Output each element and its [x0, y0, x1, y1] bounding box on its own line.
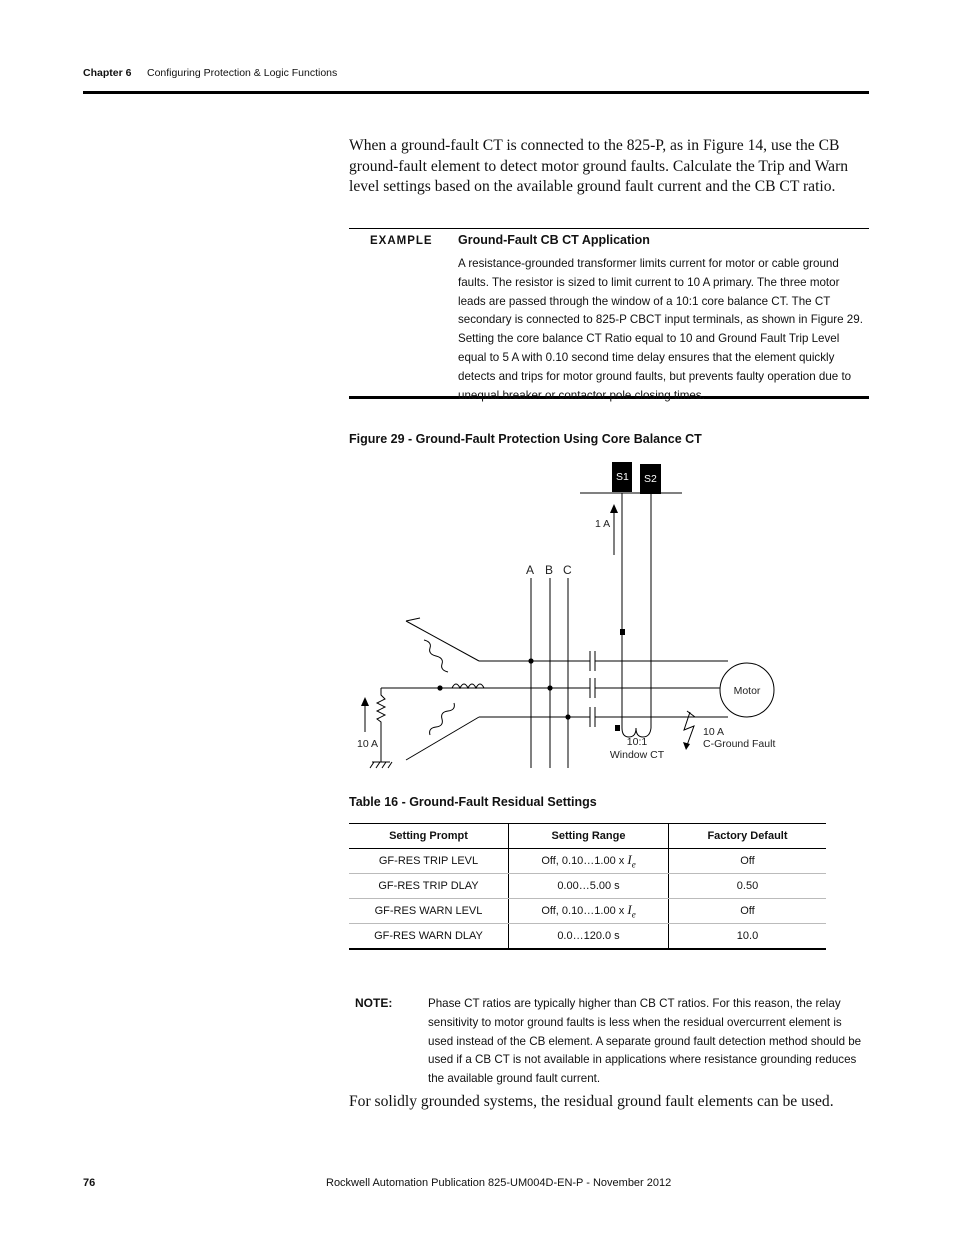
wye-arm-a	[406, 621, 479, 661]
page-header	[83, 67, 869, 94]
setting-prompt-cell: GF-RES TRIP DLAY	[349, 874, 509, 899]
ct-ratio-label: 10:1	[626, 736, 648, 748]
example-body: A resistance-grounded transformer limits current for motor or cable ground faults. The resistor is sized to limit current to 10 A primary. The three motor leads are passed through the window of a 10:1 core balance CT. The CT secondary is connected to 825-P CBCT input terminals, as shown in Figure 29. Setting the core balance CT Ratio equal to 10 and Ground Fault Trip Level equal to 5 A with 0.10 second time delay ensures that the element quickly detects and trips for motor ground faults, but prevents faulty operation due to unequal breaker or contactor pole closing times.	[458, 257, 863, 402]
s1-label: S1	[616, 471, 629, 483]
closing-paragraph: For solidly grounded systems, the residual ground fault elements can be used.	[349, 1093, 834, 1110]
ground-fault-diagram	[340, 455, 780, 775]
column-header: Setting Range	[509, 824, 669, 849]
example-title: Ground-Fault CB CT Application	[458, 233, 650, 247]
table-row	[349, 924, 826, 950]
resistor-current-label: 10 A	[357, 738, 379, 750]
factory-default-cell: Off	[669, 899, 827, 924]
example-label: EXAMPLE	[370, 235, 433, 247]
winding-a	[424, 640, 448, 672]
chapter-title: Configuring Protection & Logic Functions	[147, 67, 338, 79]
publication-info: Rockwell Automation Publication 825-UM004D-EN-P - November 2012	[326, 1177, 672, 1189]
winding-c	[430, 703, 455, 735]
phase-a-label: A	[526, 563, 535, 577]
secondary-current-label: 1 A	[595, 518, 611, 530]
factory-default-cell: 0.50	[669, 874, 827, 899]
column-header: Factory Default	[669, 824, 827, 849]
chapter-label: Chapter 6	[83, 67, 132, 79]
table-row	[349, 899, 826, 924]
motor-label: Motor	[733, 685, 761, 697]
setting-range-cell: 0.0…120.0 s	[509, 924, 669, 950]
junction-b	[547, 685, 552, 690]
grounding-resistor	[377, 688, 385, 762]
page-number: 76	[83, 1177, 96, 1189]
polarity-mark-ct	[615, 725, 620, 731]
polarity-mark-s1	[620, 629, 625, 635]
fault-name-label: C-Ground Fault	[703, 738, 776, 750]
phase-c-label: C	[563, 563, 572, 577]
factory-default-cell: Off	[669, 849, 827, 874]
phase-b-label: B	[545, 563, 554, 577]
setting-prompt-cell: GF-RES WARN LEVL	[349, 899, 509, 924]
table-header-row	[349, 824, 826, 849]
junction-c	[565, 714, 570, 719]
setting-prompt-cell: GF-RES WARN DLAY	[349, 924, 509, 950]
setting-range-cell: 0.00…5.00 s	[509, 874, 669, 899]
ct-name-label: Window CT	[609, 749, 665, 761]
fault-current-label: 10 A	[703, 726, 725, 738]
settings-table	[349, 823, 826, 950]
table-row	[349, 849, 826, 874]
setting-range-cell: Off, 0.10…1.00 x $I_e$	[509, 849, 669, 874]
winding-b	[452, 684, 484, 688]
setting-prompt-cell: GF-RES TRIP LEVL	[349, 849, 509, 874]
setting-range-cell: Off, 0.10…1.00 x $I_e$	[509, 899, 669, 924]
example-box	[349, 228, 869, 402]
figure-caption: Figure 29 - Ground-Fault Protection Using Core Balance CT	[349, 432, 702, 446]
junction-a	[528, 658, 533, 663]
note-body: Phase CT ratios are typically higher than CB CT ratios. For this reason, the relay sensitivity to motor ground faults is less when the residual overcurrent element is used instead of the CB element. A separate ground fault detection method should be used if a CB CT is not available in applications where resistance grounding reduces the available ground fault current.	[428, 997, 862, 1086]
table-caption: Table 16 - Ground-Fault Residual Settings	[349, 795, 597, 809]
column-header: Setting Prompt	[349, 824, 509, 849]
note-label: NOTE:	[355, 996, 393, 1010]
intro-paragraph: When a ground-fault CT is connected to the 825-P, as in Figure 14, use the CB ground-fault element to detect motor ground faults. Calculate the Trip and Warn level settings based on the available ground fault current and the CB CT ratio.	[349, 137, 849, 195]
s2-label: S2	[644, 473, 657, 485]
wye-neutral-point	[437, 685, 442, 690]
factory-default-cell: 10.0	[669, 924, 827, 950]
table-row	[349, 874, 826, 899]
